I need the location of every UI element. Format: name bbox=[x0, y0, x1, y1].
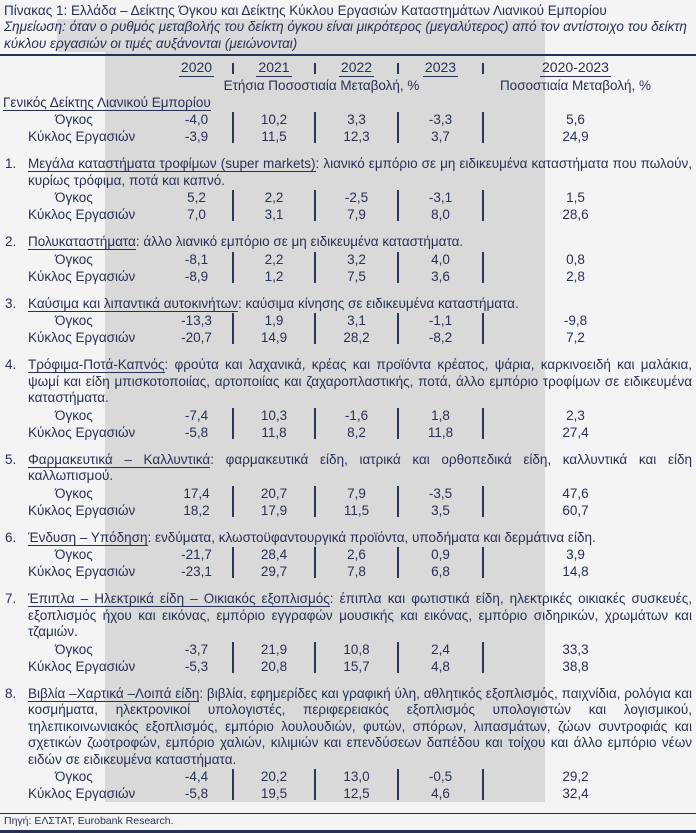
value-cell: -5,8 bbox=[184, 424, 209, 440]
value-cell: 0,9 bbox=[431, 547, 450, 562]
category-section bbox=[0, 686, 696, 814]
column-separator bbox=[397, 547, 399, 578]
column-header-row bbox=[0, 56, 696, 77]
volume-label: Όγκος bbox=[55, 547, 93, 562]
column-separator bbox=[397, 252, 399, 283]
turnover-label: Κύκλος Εργασιών bbox=[28, 564, 136, 579]
document-title: Πίνακας 1: Ελλάδα – Δείκτης Όγκου και Δείκτης Κύκλου Εργασιών Καταστημάτων Λιανικού Εμπορίου bbox=[4, 3, 607, 18]
value-cell: 7,9 bbox=[347, 485, 366, 501]
section-heading bbox=[5, 357, 692, 407]
column-subheader-row bbox=[0, 77, 696, 94]
value-cell: 33,3 bbox=[562, 641, 589, 657]
value-cell: 24,9 bbox=[562, 129, 589, 144]
value-cell: 8,2 bbox=[347, 424, 366, 440]
column-separator bbox=[482, 642, 484, 673]
section-values bbox=[0, 251, 696, 285]
column-separator bbox=[397, 769, 399, 800]
general-index-values bbox=[0, 111, 696, 145]
section-number: 1. bbox=[5, 156, 17, 171]
section-number: 6. bbox=[5, 529, 17, 545]
value-cell: 10,2 bbox=[260, 112, 288, 127]
value-cell: 14,9 bbox=[260, 330, 288, 345]
value-cell: -1,6 bbox=[344, 407, 369, 423]
column-separator bbox=[314, 313, 316, 344]
section-number: 5. bbox=[5, 451, 17, 467]
section-description: : φαρμακευτικά είδη, ιατρικά και ορθοπεδικά είδη, καλλυντικά και είδη καλλωπισμού. bbox=[28, 451, 692, 483]
value-cell: 2,4 bbox=[431, 641, 450, 657]
column-separator bbox=[314, 252, 316, 283]
value-cell: 3,7 bbox=[431, 129, 450, 144]
value-cell: 11,8 bbox=[261, 424, 287, 440]
category-section bbox=[0, 591, 696, 686]
value-cell: 27,4 bbox=[562, 424, 589, 440]
column-separator bbox=[397, 408, 399, 439]
section-description: : άλλο λιανικό εμπόριο σε μη ειδικευμένα καταστήματα. bbox=[135, 234, 464, 249]
volume-label: Όγκος bbox=[55, 769, 93, 784]
value-cell: -3,1 bbox=[428, 190, 453, 205]
value-cell: -20,7 bbox=[181, 330, 212, 345]
turnover-label: Κύκλος Εργασιών bbox=[28, 424, 136, 440]
column-separator bbox=[232, 769, 234, 800]
col-header-2023: 2023 bbox=[424, 59, 457, 75]
category-section bbox=[0, 530, 696, 592]
volume-row bbox=[0, 546, 696, 563]
value-cell: 7,8 bbox=[347, 564, 366, 579]
value-cell: 1,8 bbox=[431, 407, 450, 423]
value-cell: 10,8 bbox=[343, 641, 370, 657]
section-name: Φαρμακευτικά – Καλλυντικά bbox=[28, 451, 211, 467]
section-number: 8. bbox=[5, 685, 17, 701]
column-separator bbox=[232, 190, 234, 221]
category-section bbox=[0, 357, 696, 452]
value-cell: -5,3 bbox=[184, 658, 209, 674]
category-section bbox=[0, 452, 696, 530]
value-cell: -1,1 bbox=[428, 313, 453, 328]
section-description: : ενδύματα, κλωστοϋφαντουργικά προϊόντα, υποδήματα και δερμάτινα είδη. bbox=[147, 529, 596, 545]
turnover-label: Κύκλος Εργασιών bbox=[28, 658, 136, 674]
value-cell: 3,5 bbox=[431, 502, 450, 518]
column-separator bbox=[232, 63, 234, 74]
value-cell: 14,8 bbox=[562, 564, 589, 579]
column-separator bbox=[482, 313, 484, 344]
column-separator bbox=[314, 112, 316, 143]
column-separator bbox=[314, 769, 316, 800]
section-values bbox=[0, 768, 696, 802]
value-cell: 13,0 bbox=[343, 769, 370, 784]
value-cell: 2,2 bbox=[264, 190, 284, 205]
volume-row bbox=[0, 312, 696, 329]
value-cell: -3,7 bbox=[184, 641, 209, 657]
section-values bbox=[0, 485, 696, 519]
value-cell: -4,0 bbox=[184, 112, 209, 127]
section-name: Καύσιμα και λιπαντικά αυτοκινήτων bbox=[28, 295, 239, 311]
column-separator bbox=[232, 252, 234, 283]
column-separator bbox=[482, 112, 484, 143]
value-cell: 11,5 bbox=[261, 129, 287, 144]
value-cell: 12,5 bbox=[343, 786, 370, 801]
col-header-2022: 2022 bbox=[340, 59, 373, 75]
category-section bbox=[0, 156, 696, 234]
volume-row bbox=[0, 189, 696, 206]
column-separator bbox=[482, 252, 484, 283]
volume-label: Όγκος bbox=[55, 485, 93, 501]
turnover-label: Κύκλος Εργασιών bbox=[28, 207, 136, 222]
turnover-label: Κύκλος Εργασιών bbox=[28, 129, 136, 144]
column-separator bbox=[482, 547, 484, 578]
value-cell: 20,7 bbox=[260, 485, 288, 501]
section-name: Βιβλία –Χαρτικά –Λοιπά είδη bbox=[28, 685, 200, 701]
value-cell: 7,0 bbox=[187, 207, 206, 222]
value-cell: -13,3 bbox=[181, 313, 212, 328]
section-number: 7. bbox=[5, 591, 17, 606]
value-cell: 28,6 bbox=[562, 207, 589, 222]
value-cell: 3,9 bbox=[566, 547, 585, 562]
column-separator bbox=[397, 112, 399, 143]
value-cell: 47,6 bbox=[562, 485, 589, 501]
volume-label: Όγκος bbox=[55, 313, 93, 328]
column-separator bbox=[314, 547, 316, 578]
value-cell: 8,0 bbox=[431, 207, 450, 222]
value-cell: -5,8 bbox=[184, 786, 209, 801]
column-separator bbox=[314, 642, 316, 673]
section-name: Τρόφιμα-Ποτά-Καπνός bbox=[28, 357, 165, 372]
value-cell: -2,5 bbox=[344, 190, 369, 205]
value-cell: -9,8 bbox=[563, 313, 588, 328]
turnover-row bbox=[0, 563, 696, 580]
volume-label: Όγκος bbox=[55, 251, 93, 267]
value-cell: 2,6 bbox=[347, 547, 366, 562]
value-cell: 1,5 bbox=[566, 190, 585, 205]
turnover-label: Κύκλος Εργασιών bbox=[28, 502, 136, 518]
value-cell: 17,9 bbox=[260, 502, 288, 518]
section-number: 2. bbox=[5, 234, 17, 249]
column-separator bbox=[482, 63, 484, 74]
volume-row bbox=[0, 485, 696, 502]
value-cell: -3,3 bbox=[428, 112, 453, 127]
turnover-label: Κύκλος Εργασιών bbox=[28, 786, 136, 801]
value-cell: 10,3 bbox=[260, 407, 288, 423]
value-cell: 18,2 bbox=[183, 502, 210, 518]
value-cell: 7,5 bbox=[347, 268, 366, 284]
volume-row bbox=[0, 407, 696, 424]
value-cell: 21,9 bbox=[260, 641, 288, 657]
column-separator bbox=[314, 63, 316, 74]
section-description: : καύσιμα κίνησης σε ειδικευμένα καταστήματα. bbox=[238, 295, 519, 311]
period-change-label: Ποσοστιαία Μεταβολή, % bbox=[499, 78, 652, 93]
section-description: : βιβλία, εφημερίδες και γραφική ύλη, αθλητικός εξοπλισμός, παιχνίδια, ρολόγια και κοσμήματα, ηλεκτρονικοί υπολογιστές, περιφερειακός εξοπλισμός υπολογιστών και λογισμικού, τηλεπικοινωνιακός εξοπλισμός, εμπόριο λουλουδιών, φυτών, σπόρων, λιπασμάτων, ζώων συντροφιάς και σχετικών ζωοτροφών, εμπόριο χαλιών, κιλιμιών και επενδύσεων δαπέδου και τοίχου και άλλο εμπόριο νέων ειδών σε ειδικευμένα καταστήματα. bbox=[28, 685, 692, 767]
turnover-row bbox=[0, 268, 696, 285]
value-cell: 11,8 bbox=[427, 424, 454, 440]
value-cell: -3,9 bbox=[184, 129, 209, 144]
section-values bbox=[0, 189, 696, 223]
column-separator bbox=[397, 313, 399, 344]
section-name: Πολυκαταστήματα bbox=[28, 234, 136, 249]
value-cell: 1,2 bbox=[264, 268, 284, 284]
section-description: : λιανικό εμπόριο σε μη ειδικευμένα καταστήματα που πωλούν, κυρίως τρόφιμα, ποτά και καπνό. bbox=[28, 156, 692, 188]
column-separator bbox=[232, 112, 234, 143]
value-cell: 29,7 bbox=[260, 564, 288, 579]
value-cell: 29,2 bbox=[562, 769, 589, 784]
volume-row bbox=[0, 251, 696, 268]
value-cell: -3,5 bbox=[428, 485, 453, 501]
volume-row bbox=[0, 768, 696, 785]
column-separator bbox=[397, 63, 399, 74]
section-heading bbox=[5, 530, 692, 547]
value-cell: -8,9 bbox=[184, 268, 209, 284]
turnover-row bbox=[0, 424, 696, 441]
value-cell: 3,2 bbox=[347, 251, 366, 267]
column-separator bbox=[482, 408, 484, 439]
section-heading bbox=[5, 234, 692, 251]
column-separator bbox=[482, 769, 484, 800]
value-cell: -4,4 bbox=[184, 769, 209, 784]
value-cell: -23,1 bbox=[181, 564, 212, 579]
annual-change-label: Ετήσια Ποσοστιαία Μεταβολή, % bbox=[223, 78, 420, 93]
value-cell: 2,2 bbox=[264, 251, 284, 267]
category-section bbox=[0, 296, 696, 358]
section-heading bbox=[5, 452, 692, 485]
value-cell: -21,7 bbox=[181, 547, 212, 562]
value-cell: 4,8 bbox=[431, 658, 450, 674]
section-number: 4. bbox=[5, 357, 17, 372]
value-cell: 7,9 bbox=[347, 207, 366, 222]
source-note: Πηγή: ΕΛΣΤΑΤ, Eurobank Research. bbox=[4, 815, 174, 827]
turnover-row bbox=[0, 658, 696, 675]
turnover-row bbox=[0, 785, 696, 802]
turnover-row bbox=[0, 329, 696, 346]
value-cell: -0,5 bbox=[428, 769, 453, 784]
value-cell: -7,4 bbox=[184, 407, 209, 423]
column-separator bbox=[397, 190, 399, 221]
column-separator bbox=[232, 486, 234, 517]
turnover-row bbox=[0, 206, 696, 223]
value-cell: 3,1 bbox=[264, 207, 284, 222]
column-separator bbox=[314, 190, 316, 221]
column-separator bbox=[397, 486, 399, 517]
col-header-2021: 2021 bbox=[258, 59, 290, 75]
column-separator bbox=[232, 313, 234, 344]
value-cell: -8,1 bbox=[184, 251, 209, 267]
section-values bbox=[0, 407, 696, 441]
section-heading bbox=[5, 686, 692, 769]
col-header-period: 2020-2023 bbox=[542, 59, 609, 75]
value-cell: 28,4 bbox=[260, 547, 288, 562]
volume-row bbox=[0, 111, 696, 128]
volume-label: Όγκος bbox=[55, 641, 93, 657]
value-cell: 6,8 bbox=[431, 564, 450, 579]
section-heading bbox=[5, 591, 692, 641]
value-cell: 2,3 bbox=[566, 407, 585, 423]
col-header-2020: 2020 bbox=[180, 59, 213, 75]
volume-label: Όγκος bbox=[55, 112, 93, 127]
value-cell: 12,3 bbox=[343, 129, 370, 144]
turnover-row bbox=[0, 502, 696, 519]
column-separator bbox=[232, 547, 234, 578]
value-cell: 17,4 bbox=[183, 485, 210, 501]
value-cell: 4,0 bbox=[431, 251, 450, 267]
column-separator bbox=[232, 408, 234, 439]
value-cell: 5,6 bbox=[566, 112, 585, 127]
note-text: Σημείωση: όταν ο ρυθμός μεταβολής του δείκτη όγκου είναι μικρότερος (μεγαλύτερος) από τον αντίστοιχο του δείκτη κύκλου εργασιών οι τιμές αυξάνονται (μειώνονται) bbox=[4, 19, 687, 51]
category-section bbox=[0, 234, 696, 296]
section-name: Έπιπλα – Ηλεκτρικά είδη – Οικιακός εξοπλισμός bbox=[28, 591, 330, 606]
volume-label: Όγκος bbox=[55, 407, 93, 423]
column-separator bbox=[314, 486, 316, 517]
value-cell: 3,6 bbox=[431, 268, 450, 284]
section-heading bbox=[5, 296, 692, 313]
value-cell: 11,5 bbox=[343, 502, 370, 518]
value-cell: 4,6 bbox=[431, 786, 450, 801]
general-index-heading: Γενικός Δείκτης Λιανικού Εμπορίου bbox=[3, 95, 211, 110]
value-cell: 15,7 bbox=[343, 658, 370, 674]
turnover-label: Κύκλος Εργασιών bbox=[28, 330, 136, 345]
value-cell: 28,2 bbox=[343, 330, 370, 345]
section-number: 3. bbox=[5, 295, 17, 311]
value-cell: 3,1 bbox=[347, 313, 366, 328]
volume-row bbox=[0, 641, 696, 658]
column-separator bbox=[482, 190, 484, 221]
section-values bbox=[0, 641, 696, 675]
value-cell: 32,4 bbox=[562, 786, 589, 801]
section-heading bbox=[5, 156, 692, 189]
column-separator bbox=[397, 642, 399, 673]
value-cell: -8,2 bbox=[428, 330, 453, 345]
value-cell: 60,7 bbox=[562, 502, 589, 518]
value-cell: 3,3 bbox=[347, 112, 366, 127]
value-cell: 19,5 bbox=[260, 786, 288, 801]
value-cell: 20,8 bbox=[260, 658, 288, 674]
volume-label: Όγκος bbox=[55, 190, 93, 205]
value-cell: 0,8 bbox=[566, 251, 585, 267]
section-values bbox=[0, 546, 696, 580]
value-cell: 7,2 bbox=[566, 330, 585, 345]
column-separator bbox=[314, 408, 316, 439]
column-separator bbox=[232, 642, 234, 673]
section-description: : έπιπλα και φωτιστικά είδη, ηλεκτρικές οικιακές συσκευές, εξοπλισμός ήχου και εικόνας, εμπόριο εγγραφών μουσικής και εικόνας, εμπόριο σιδηρικών, χρωμάτων και τζαμιών. bbox=[28, 591, 693, 639]
section-name: Μεγάλα καταστήματα τροφίμων (super markets) bbox=[28, 156, 316, 171]
section-description: : φρούτα και λαχανικά, κρέας και προϊόντα κρέατος, ψάρια, καρκινοειδή και μαλάκια, ψωμί και είδη μπισκοτοποιίας, αρτοποιίας και ζαχαροπλαστικής, ποτά, άλλο εμπόριο τροφίμων σε ειδικευμένα καταστήματα. bbox=[28, 357, 692, 405]
value-cell: 20,2 bbox=[260, 769, 288, 784]
turnover-row bbox=[0, 128, 696, 145]
value-cell: 1,9 bbox=[264, 313, 284, 328]
column-separator bbox=[482, 486, 484, 517]
turnover-label: Κύκλος Εργασιών bbox=[28, 268, 136, 284]
section-values bbox=[0, 312, 696, 346]
value-cell: 5,2 bbox=[187, 190, 206, 205]
section-name: Ένδυση – Υπόδηση bbox=[28, 529, 148, 545]
value-cell: 2,8 bbox=[566, 268, 585, 284]
value-cell: 38,8 bbox=[562, 658, 589, 674]
